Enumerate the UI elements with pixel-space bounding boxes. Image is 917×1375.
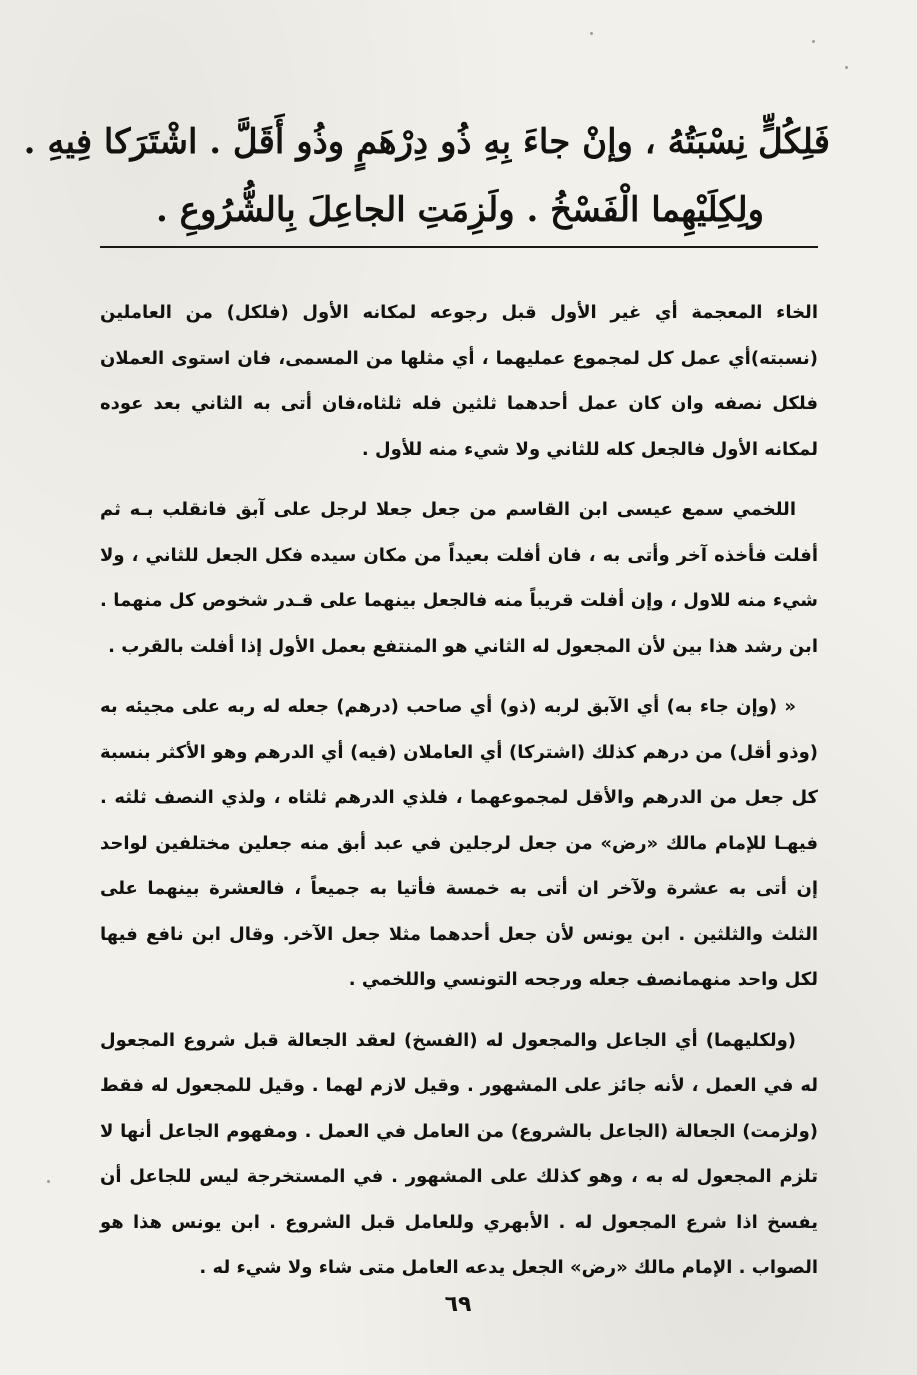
header-divider	[100, 246, 818, 248]
scan-speck	[812, 40, 815, 43]
commentary-paragraph-4: (ولكليهما) أي الجاعل والمجعول له (الفسخ) لعقد الجعالة قبل شروع المجعول له في العمل ، لأنه جائز على المشهور . وقيل لازم لهما . وقيل للمجعول له فقط (ولزمت) الجعالة (الجاعل بالشروع) من العامل في العمل . ومفهوم الجاعل أنها لا تلزم المجعول له به ، وهو كذلك على المشهور . في المستخرجة ليس للجاعل أن يفسخ اذا شرع المجعول له . الأبهري وللعامل قبل الشروع . ابن يونس هذا هو الصواب . الإمام مالك «رض» الجعل يدعه العامل متى شاء ولا شيء له .	[100, 1029, 818, 1278]
scan-speck	[845, 66, 848, 69]
commentary-paragraph-2: اللخمي سمع عيسى ابن القاسم من جعل جعلا لرجل على آبق فانقلب بـه ثم أفلت فأخذه آخر وأتى به ، فان أفلت بعيداً من مكان سيده فكل الجعل للثاني ، ولا شيء منه للاول ، وإن أفلت قريباً منه فالجعل بينهما على قـدر شخوص كل منهما . ابن رشد هذا بين لأن المجعول له الثاني هو المنتفع بعمل الأول إذا أفلت بالقرب .	[100, 499, 818, 657]
commentary-paragraph-1: الخاء المعجمة أي غير الأول قبل رجوعه لمكانه الأول (فلكل) من العاملين (نسبته)أي عمل كل لمجموع عمليهما ، أي مثلها من المسمى، فان استوى العملان فلكل نصفه وان كان عمل أحدهما ثلثين فله ثلثاه،فان أتى به الثاني بعد عوده لمكانه الأول فالجعل كله للثاني ولا شيء منه للأول .	[100, 302, 818, 460]
verse-line-2: ولِكِلَيْهِما الْفَسْخُ . ولَزِمَتِ الجاعِلَ بِالشُّرُوعِ .	[156, 190, 764, 230]
scan-speck	[47, 1180, 50, 1183]
verse-line-1: فَلِكُلٍّ نِسْبَتُهُ ، وإنْ جاءَ بِهِ ذُو دِرْهَمٍ وذُو أَقَلَّ . اشْتَرَكا فِيهِ .	[23, 122, 830, 162]
page-number: ٦٩	[444, 1292, 472, 1317]
scan-speck	[590, 32, 593, 35]
commentary-body	[100, 290, 818, 1306]
commentary-paragraph-3: « (وإن جاء به) أي الآبق لربه (ذو) أي صاحب (درهم) جعله له ربه على مجيئه به (وذو أقل) من درهم كذلك (اشتركا) أي العاملان (فيه) أي الدرهم وهو الأكثر بنسبة كل جعل من الدرهم والأقل لمجموعهما ، فلذي الدرهم ثلثاه ، ولذي النصف ثلثه . فيهـا للإمام مالك «رض» من جعل لرجلين في عبد أبق منه جعلين مختلفين لواحد إن أتى به عشرة ولآخر ان أتى به خمسة فأتيا به جميعاً ، فالعشرة بينهما على الثلث والثلثين . ابن يونس لأن جعل أحدهما مثلا جعل الآخر. وقال ابن نافع فيها لكل واحد منهمانصف جعله ورجحه التونسي واللخمي .	[100, 696, 818, 990]
